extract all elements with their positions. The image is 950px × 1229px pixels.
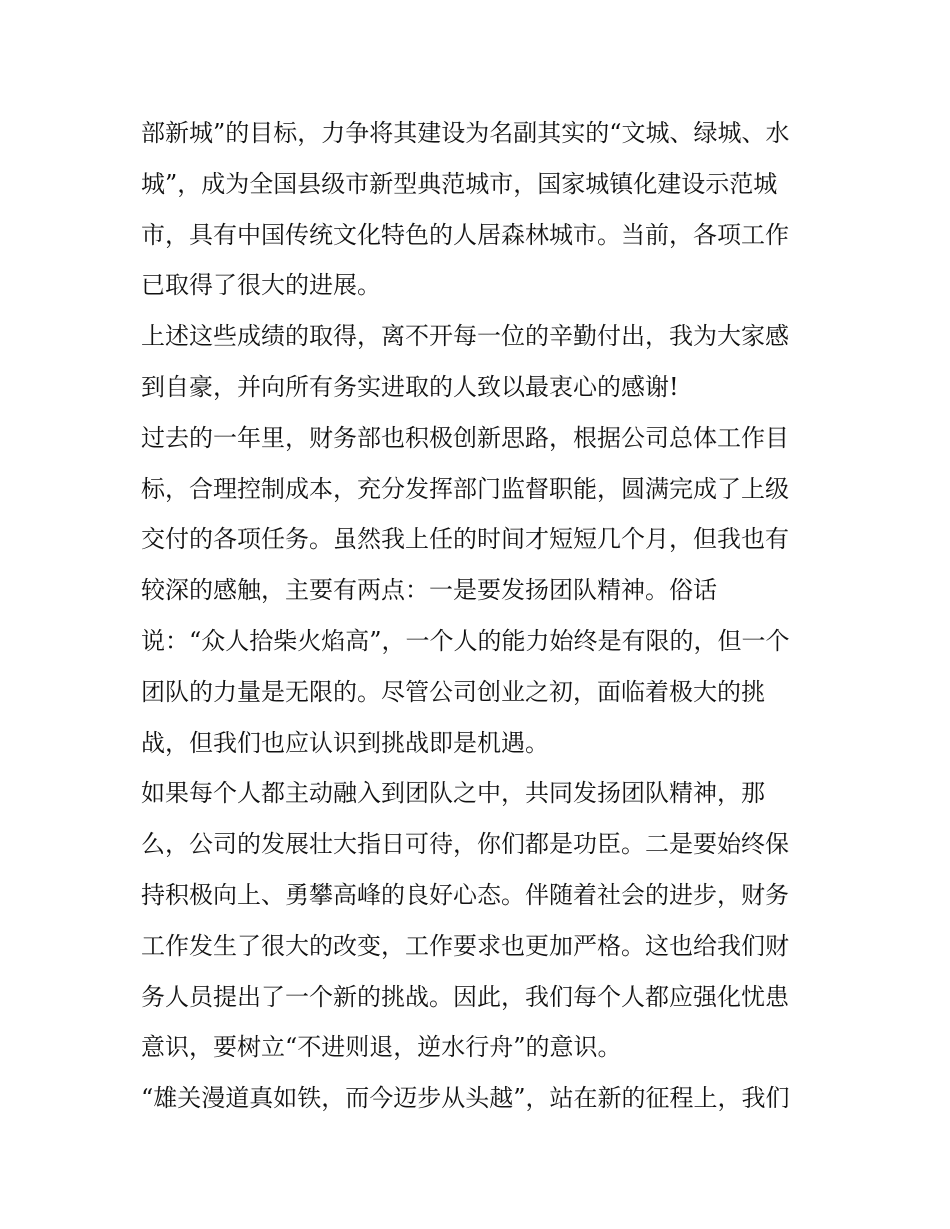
- text-line: 市，具有中国传统文化特色的人居森林城市。当前，各项工作: [141, 220, 789, 249]
- body-text: [141, 108, 821, 1124]
- text-line: 较深的感触，主要有两点：一是要发扬团队精神。俗话: [141, 576, 717, 605]
- text-line: 到自豪，并向所有务实进取的人致以最衷心的感谢!: [141, 372, 679, 401]
- text-line: 说：“众人拾柴火焰高”，一个人的能力始终是有限的，但一个: [141, 626, 790, 655]
- text-line: 上述这些成绩的取得，离不开每一位的辛勤付出，我为大家感: [141, 322, 789, 351]
- text-line: “雄关漫道真如铁，而今迈步从头越”，站在新的征程上，我们: [141, 1084, 790, 1113]
- text-line: 已取得了很大的进展。: [141, 271, 381, 300]
- text-line: 如果每个人都主动融入到团队之中，共同发扬团队精神，那: [141, 779, 765, 808]
- text-line: 城”，成为全国县级市新型典范城市，国家城镇化建设示范城: [141, 169, 778, 198]
- text-line: 团队的力量是无限的。尽管公司创业之初，面临着极大的挑: [141, 677, 765, 706]
- text-line: 工作发生了很大的改变，工作要求也更加严格。这也给我们财: [141, 931, 789, 960]
- text-line: 持积极向上、勇攀高峰的良好心态。伴随着社会的进步，财务: [141, 880, 789, 909]
- text-line: 么，公司的发展壮大指日可待，你们都是功臣。二是要始终保: [141, 830, 789, 859]
- text-line: 战，但我们也应认识到挑战即是机遇。: [141, 728, 549, 757]
- text-line: 标，合理控制成本，充分发挥部门监督职能，圆满完成了上级: [141, 474, 789, 503]
- text-line: 务人员提出了一个新的挑战。因此，我们每个人都应强化忧患: [141, 982, 789, 1011]
- text-line: 交付的各项任务。虽然我上任的时间才短短几个月，但我也有: [141, 525, 789, 554]
- text-line: 过去的一年里，财务部也积极创新思路，根据公司总体工作目: [141, 423, 789, 452]
- text-line: 意识，要树立“不进则退，逆水行舟”的意识。: [141, 1033, 622, 1062]
- text-line: 部新城”的目标，力争将其建设为名副其实的“文城、绿城、水: [141, 119, 790, 147]
